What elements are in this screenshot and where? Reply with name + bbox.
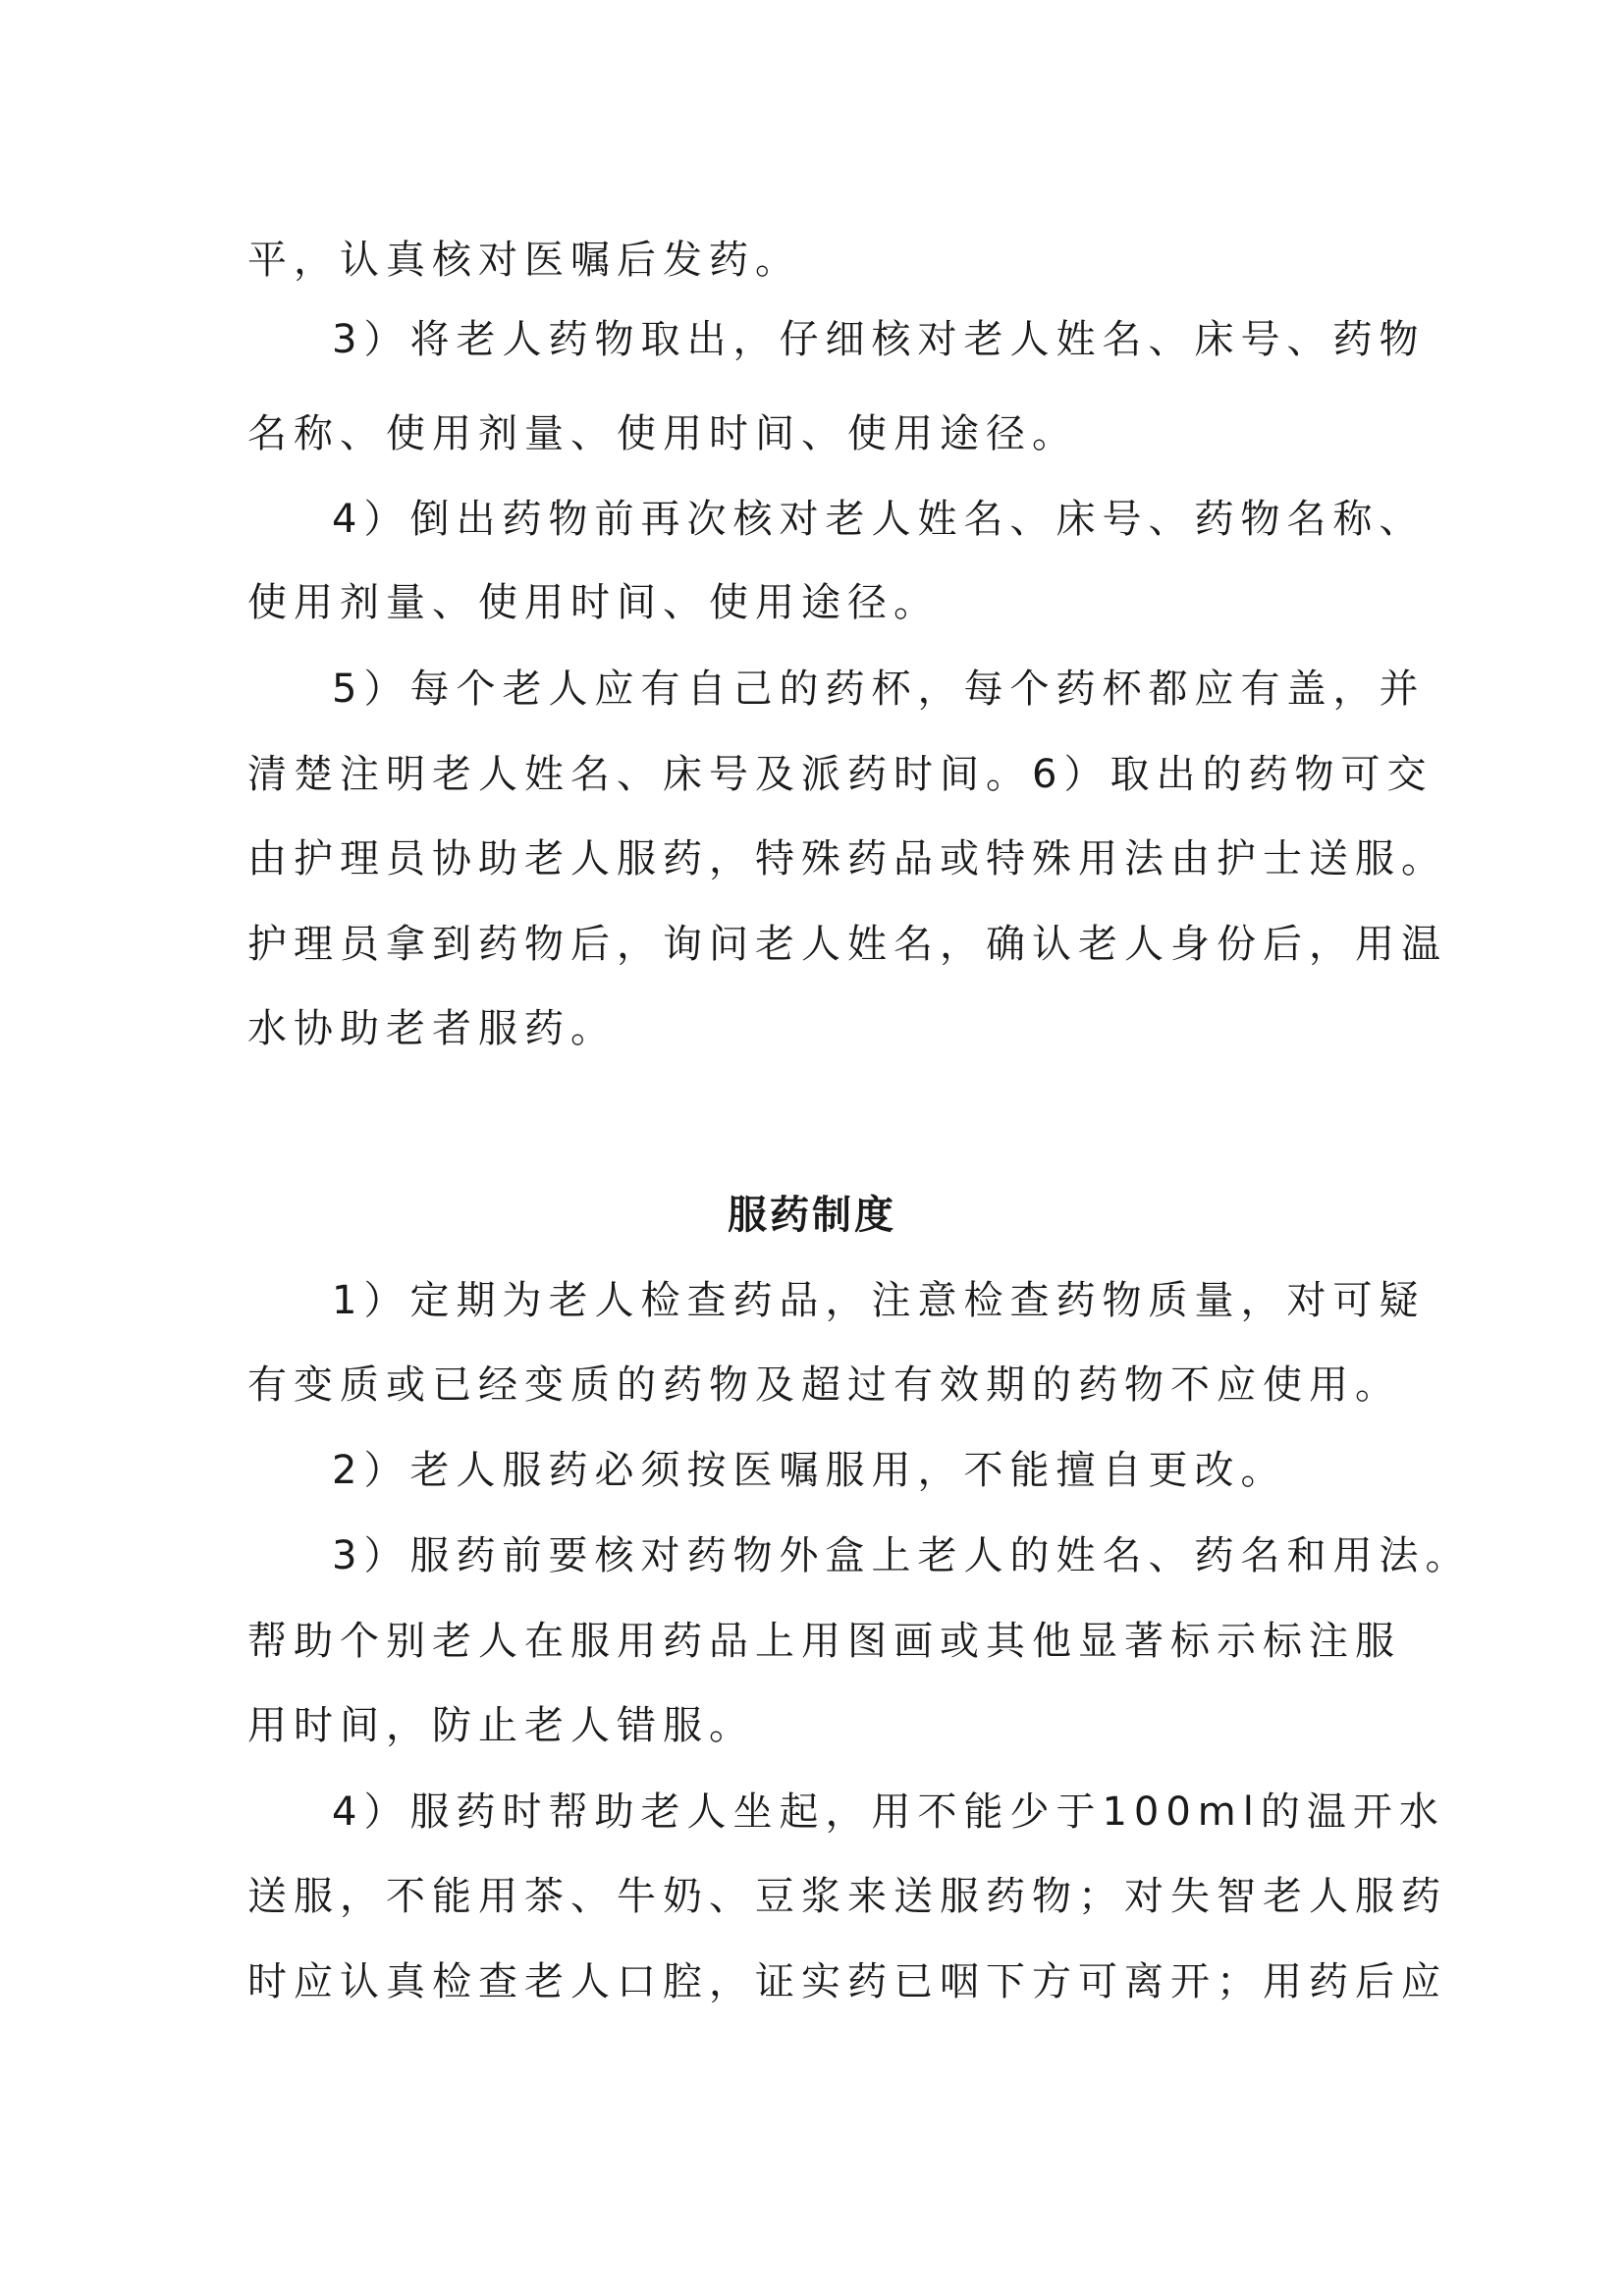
paragraph-line: 平，认真核对医嘱后发药。 xyxy=(247,238,801,283)
paragraph-line: 清楚注明老人姓名、床号及派药时间。6）取出的药物可交 xyxy=(247,752,1434,797)
paragraph-line: 护理员拿到药物后，询问老人姓名，确认老人身份后，用温 xyxy=(247,922,1447,967)
paragraph-line: 名称、使用剂量、使用时间、使用途径。 xyxy=(247,411,1078,456)
paragraph-line: 4）倒出药物前再次核对老人姓名、床号、药物名称、 xyxy=(332,497,1426,542)
paragraph-line: 送服，不能用茶、牛奶、豆浆来送服药物；对失智老人服药 xyxy=(247,1874,1447,1919)
paragraph-line: 由护理员协助老人服药，特殊药品或特殊用法由护士送服。 xyxy=(247,836,1447,881)
paragraph-line: 5）每个老人应有自己的药杯，每个药杯都应有盖，并 xyxy=(332,667,1426,712)
paragraph-line: 3）将老人药物取出，仔细核对老人姓名、床号、药物 xyxy=(332,317,1426,362)
paragraph-line: 使用剂量、使用时间、使用途径。 xyxy=(247,580,940,625)
paragraph-line: 时应认真检查老人口腔，证实药已咽下方可离开；用药后应 xyxy=(247,1959,1447,2004)
paragraph-line: 有变质或已经变质的药物及超过有效期的药物不应使用。 xyxy=(247,1362,1401,1408)
paragraph-line: 用时间，防止老人错服。 xyxy=(247,1703,755,1748)
paragraph-line: 2）老人服药必须按医嘱服用，不能擅自更改。 xyxy=(332,1448,1287,1493)
paragraph-line: 4）服药时帮助老人坐起，用不能少于100ml的温开水 xyxy=(332,1789,1445,1835)
paragraph-line: 水协助老者服药。 xyxy=(247,1006,617,1051)
paragraph-line: 1）定期为老人检查药品，注意检查药物质量，对可疑 xyxy=(332,1278,1426,1323)
section-heading: 服药制度 xyxy=(728,1193,896,1238)
paragraph-line: 帮助个别老人在服用药品上用图画或其他显著标示标注服 xyxy=(247,1619,1401,1664)
paragraph-line: 3）服药前要核对药物外盒上老人的姓名、药名和用法。 xyxy=(332,1533,1472,1578)
